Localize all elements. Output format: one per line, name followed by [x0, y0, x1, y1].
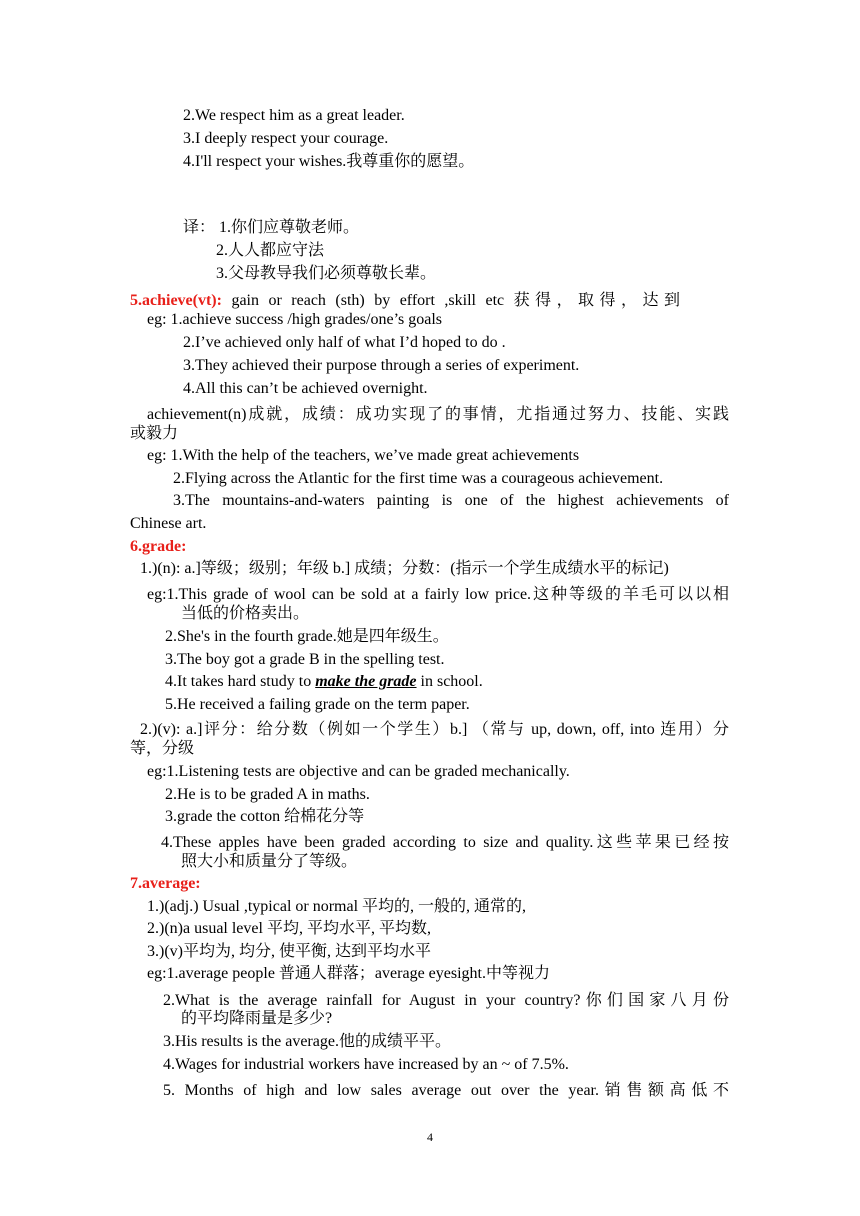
example-sentence: 5.He received a failing grade on the term paper.	[165, 696, 470, 713]
definition-line: 3.)(v)平均为, 均分, 使平衡, 达到平均水平	[147, 943, 431, 960]
definition-line: 2.)(n)a usual level 平均, 平均水平, 平均数,	[147, 920, 431, 937]
example-sentence: 2.What is the average rainfall for August in your country?你们国家八月份	[163, 992, 729, 1009]
example-sentence: 4.I'll respect your wishes.我尊重你的愿望。	[183, 153, 475, 170]
example-sentence: 照大小和质量分了等级。	[181, 853, 358, 870]
entry-achieve-definition: 5.achieve(vt): gain or reach (sth) by effort ,skill etc 获得，取得，达到	[130, 292, 680, 309]
example-sentence: 3.I deeply respect your courage.	[183, 130, 389, 147]
example-sentence: 5. Months of high and low sales average out over the year.销售额高低不	[163, 1082, 729, 1099]
example-sentence: eg: 1.achieve success /high grades/one’s goals	[147, 311, 443, 328]
definition-line: achievement(n)成就，成绩：成功实现了的事情，尤指通过努力、技能、实践	[147, 406, 729, 423]
definition-line: 2.)(v): a.]评分：给分数（例如一个学生）b.] （常与 up, down, off, into 连用）分	[140, 721, 729, 738]
page-number: 4	[427, 1130, 433, 1144]
example-sentence: Chinese art.	[130, 515, 207, 532]
example-sentence: 3.grade the cotton 给棉花分等	[165, 808, 365, 825]
example-sentence: 3.His results is the average.他的成绩平平。	[163, 1033, 451, 1050]
emphasized-phrase: make the grade	[315, 673, 417, 690]
example-sentence: eg:1.Listening tests are objective and can be graded mechanically.	[147, 763, 570, 780]
definition-line: 等，分级	[130, 740, 195, 757]
example-sentence: 的平均降雨量是多少?	[181, 1010, 333, 1027]
example-sentence: 当低的价格卖出。	[181, 605, 310, 622]
example-sentence: 2.He is to be graded A in maths.	[165, 786, 370, 803]
example-sentence: eg: 1.With the help of the teachers, we’ve made great achievements	[147, 447, 580, 464]
example-sentence: 2.I’ve achieved only half of what I’d hoped to do .	[183, 334, 506, 351]
entry-heading-grade: 6.grade:	[130, 538, 187, 555]
example-sentence: eg:1.average people 普通人群落；average eyesight.中等视力	[147, 965, 550, 982]
example-sentence: 3.The mountains-and-waters painting is one of the highest achievements of	[173, 492, 729, 509]
example-sentence: 3.The boy got a grade B in the spelling test.	[165, 651, 445, 668]
entry-heading-average: 7.average:	[130, 875, 201, 892]
entry-heading-achieve: 5.achieve(vt):	[130, 292, 222, 309]
definition-line: 1.)(adj.) Usual ,typical or normal 平均的, 一般的, 通常的,	[147, 898, 527, 915]
example-sentence: 2.Flying across the Atlantic for the first time was a courageous achievement.	[173, 470, 664, 487]
example-sentence: 3.They achieved their purpose through a series of experiment.	[183, 357, 580, 374]
example-sentence: 2.She's in the fourth grade.她是四年级生。	[165, 628, 449, 645]
example-sentence: eg:1.This grade of wool can be sold at a fairly low price.这种等级的羊毛可以以相	[147, 586, 729, 603]
translation-line: 3.父母教导我们必须尊敬长辈。	[216, 265, 437, 282]
translation-line: 译： 1.你们应尊敬老师。	[183, 219, 360, 236]
definition-line: 1.)(n): a.]等级；级别；年级 b.] 成绩；分数：(指示一个学生成绩水平的标记)	[140, 560, 669, 577]
example-sentence: 4.All this can’t be achieved overnight.	[183, 380, 428, 397]
example-sentence: 4.Wages for industrial workers have increased by an ~ of 7.5%.	[163, 1056, 569, 1073]
translation-line: 2.人人都应守法	[216, 242, 325, 259]
example-sentence: 4.It takes hard study to make the grade in school.	[165, 673, 483, 690]
definition-line: 或毅力	[130, 425, 179, 442]
example-sentence: 4.These apples have been graded according to size and quality.这些苹果已经按	[161, 834, 729, 851]
example-sentence: 2.We respect him as a great leader.	[183, 107, 405, 124]
